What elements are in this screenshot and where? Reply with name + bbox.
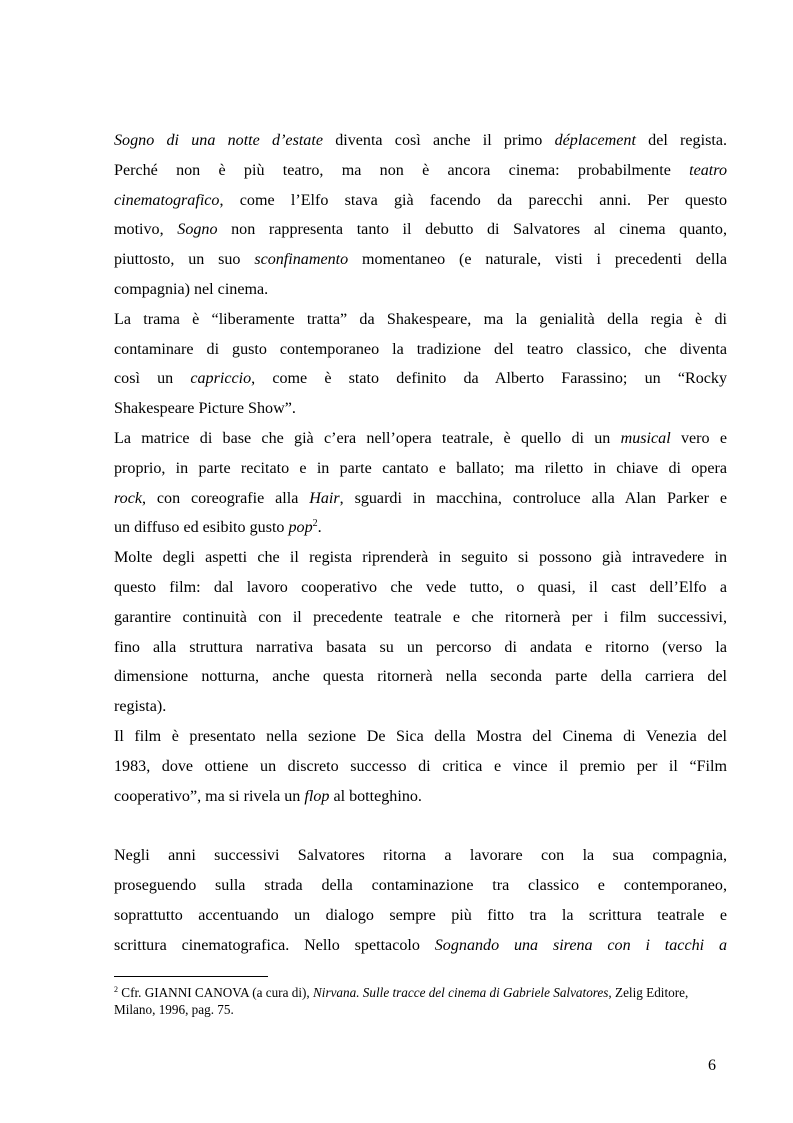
text-line: così un capriccio, come è stato definito da Alberto Farassino; un “Rocky [114, 370, 727, 388]
footnote-reference: 2 [312, 518, 318, 530]
text-line: Sogno di una notte d’estate diventa così anche il primo déplacement del regista. [114, 132, 727, 149]
text-line: garantire continuità con il precedente teatrale e che ritornerà per i film successivi, [114, 608, 727, 626]
page-number: 6 [708, 1057, 716, 1074]
text-line: Perché non è più teatro, ma non è ancora cinema: probabilmente teatro [114, 161, 727, 179]
text-line: proseguendo sulla strada della contaminazione tra classico e contemporaneo, [114, 876, 727, 894]
text-line: Il film è presentato nella sezione De Sica della Mostra del Cinema di Venezia del [114, 727, 727, 745]
footnote-line: Milano, 1996, pag. 75. [114, 1002, 234, 1017]
text-line: piuttosto, un suo sconfinamento momentaneo (e naturale, visti i precedenti della [114, 251, 727, 269]
text-line: rock, con coreografie alla Hair, sguardi in macchina, controluce alla Alan Parker e [114, 489, 727, 507]
text-line: scrittura cinematografica. Nello spettacolo Sognando una sirena con i tacchi a [114, 936, 727, 954]
text-line: regista). [114, 698, 167, 716]
text-line: soprattutto accentuando un dialogo sempre più fitto tra la scrittura teatrale e [114, 906, 727, 924]
text-line: contaminare di gusto contemporaneo la tradizione del teatro classico, che diventa [114, 340, 727, 358]
text-line: fino alla struttura narrativa basata su un percorso di andata e ritorno (verso la [114, 638, 727, 656]
footnote-separator [114, 976, 268, 977]
text-line: compagnia) nel cinema. [114, 280, 269, 298]
text-line: proprio, in parte recitato e in parte cantato e ballato; ma riletto in chiave di opera [114, 459, 727, 477]
text-line: La matrice di base che già c’era nell’opera teatrale, è quello di un musical vero e [114, 429, 727, 447]
text-line: questo film: dal lavoro cooperativo che vede tutto, o quasi, il cast dell’Elfo a [114, 578, 727, 596]
footnote [114, 984, 734, 1018]
paragraph-gap [114, 811, 727, 841]
text-line: cinematografico, come l’Elfo stava già facendo da parecchi anni. Per questo [114, 191, 727, 209]
text-line: cooperativo”, ma si rivela un flop al botteghino. [114, 787, 422, 805]
text-line: La trama è “liberamente tratta” da Shakespeare, ma la genialità della regia è di [114, 310, 727, 328]
text-line: 1983, dove ottiene un discreto successo di critica e vince il premio per il “Film [114, 757, 727, 775]
text-line: un diffuso ed esibito gusto pop$^2$. [114, 518, 322, 537]
body-text [114, 126, 727, 960]
footnote-line: $^2$ Cfr. GIANNI CANOVA (a cura di), Nirvana. Sulle tracce del cinema di Gabriele Salvatores, Zelig Editore, [114, 985, 689, 1000]
text-line: Negli anni successivi Salvatores ritorna a lavorare con la sua compagnia, [114, 847, 727, 865]
text-line: Molte degli aspetti che il regista riprenderà in seguito si possono già intravedere in [114, 549, 727, 567]
text-line: dimensione notturna, anche questa ritornerà nella seconda parte della carriera del [114, 668, 727, 686]
footnote-number: 2 [114, 985, 118, 994]
text-line: Shakespeare Picture Show”. [114, 400, 296, 418]
text-line: motivo, Sogno non rappresenta tanto il debutto di Salvatores al cinema quanto, [114, 221, 727, 239]
